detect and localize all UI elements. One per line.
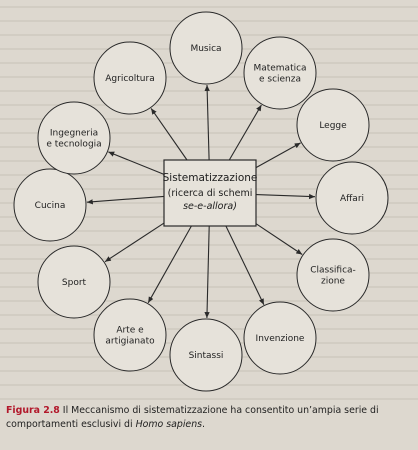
node-label: Musica — [190, 44, 222, 54]
node-label: Classifica- — [310, 265, 356, 276]
arrow — [105, 223, 164, 262]
figure-caption — [6, 404, 412, 431]
arrow — [256, 224, 302, 255]
node-label: Affari — [339, 194, 365, 204]
arrow — [256, 143, 301, 168]
arrow — [87, 196, 164, 202]
node-label: Matematica — [253, 63, 307, 74]
center-title: Sistematizzazione — [162, 172, 258, 184]
center-subtitle: (ricerca di schemi — [167, 188, 253, 199]
arrow — [229, 105, 261, 160]
arrow — [148, 226, 191, 303]
arrow — [207, 226, 209, 318]
node-label: Arte e — [116, 325, 144, 336]
node-label: Agricoltura — [105, 74, 155, 84]
center-subtitle-italic: se-e-allora) — [183, 201, 237, 212]
caption-italic: Homo sapiens — [135, 418, 203, 430]
arrow — [256, 195, 315, 197]
caption-label: Figura 2.8 — [6, 405, 60, 416]
caption-text: Il Meccanismo di sistematizzazione ha consentito un’ampia serie di comportamenti esclusivi di — [6, 405, 379, 430]
arrow — [108, 152, 164, 175]
center-node — [163, 160, 258, 226]
arrow — [151, 108, 187, 160]
node-label: Legge — [319, 121, 347, 131]
node-label: Ingegneria — [49, 128, 99, 139]
node-label: e tecnologia — [46, 139, 102, 150]
arrow — [226, 226, 264, 305]
arrow — [207, 85, 209, 160]
node-label: Sport — [61, 278, 87, 288]
node-label: Cucina — [34, 201, 66, 211]
caption-end: . — [202, 418, 206, 430]
node-label: Sintassi — [188, 351, 224, 361]
node-label: e scienza — [258, 74, 302, 85]
node-label: zione — [321, 276, 345, 287]
node-label: artigianato — [105, 336, 155, 347]
node-label: Invenzione — [255, 334, 305, 344]
